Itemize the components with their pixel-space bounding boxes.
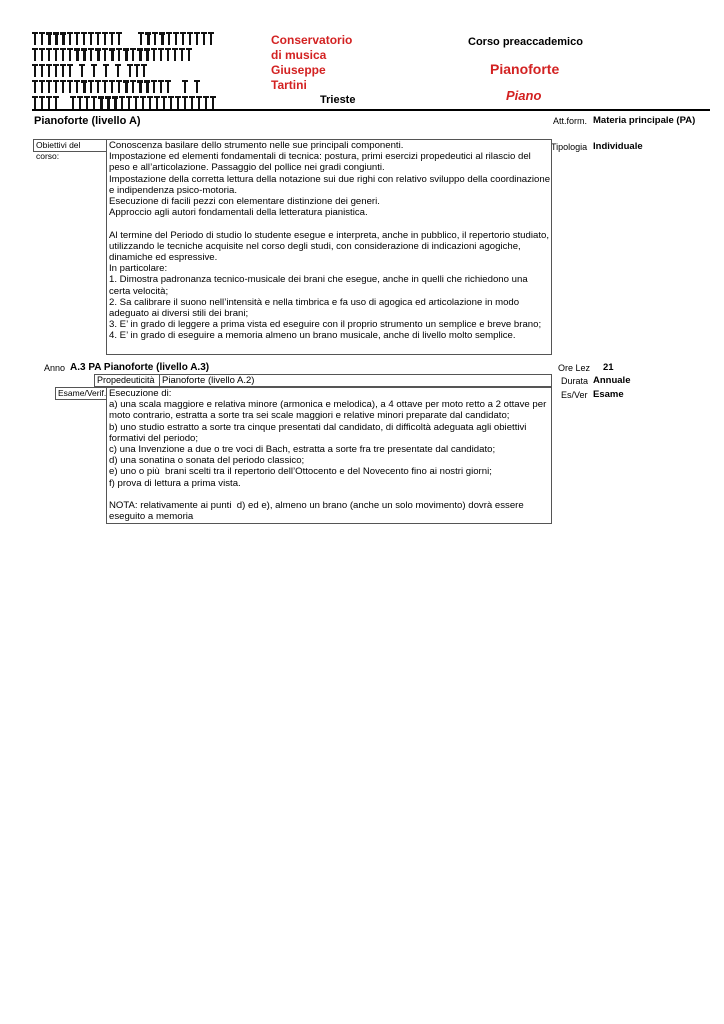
tipologia-label: Tipologia [551, 142, 588, 152]
institution-line: di musica [271, 48, 327, 62]
section-title: Pianoforte (livello A) [34, 115, 141, 127]
ore-lez-value: 21 [603, 362, 614, 373]
att-form-label: Att.form. [553, 116, 588, 126]
esver-label: Es/Ver [561, 390, 588, 400]
esame-label: Esame/Verif. [55, 387, 107, 400]
propedeuticita-value: Pianoforte (livello A.2) [159, 374, 552, 387]
objectives-label: Obiettivi del corso: [33, 139, 107, 152]
esame-text: Esecuzione di: a) una scala maggiore e relativa minore (armonica e melodica), a 4 ottave per moto retto a 2 ottave per moto contrario, estratta a sorte tra sei scale maggiori e relative minori preparate dal candidato; b) uno studio estratto a sorte tra cinque presentati dal candidato, di difficoltà adeguata agli obiettivi formativi del periodo; c) una Invenzione a due o tre voci di Bach, estratta a sorte fra tre presentate dal candidato; d) una sonatina o sonata del periodo classico; e) uno o più brani scelti tra il repertorio dell’Ottocento e del Novecento fino ai nostri giorni; f) prova di lettura a prima vista. NOTA: relativamente ai punti d) ed e), almeno un brano (anche un solo movimento) dovrà essere eseguito a memoria [109, 388, 547, 523]
objectives-text: Conoscenza basilare dello strumento nelle sue principali componenti. Impostazione ed elementi fondamentali di tecnica: postura, primi esercizi propedeutici al rilascio del peso e all’articolazione. Passaggio del pollice nei gradi congiunti. Impostazione della corretta lettura della notazione sui due righi con relativo sviluppo della coordinazione e indipendenza psico-motoria. Esecuzione di facili pezzi con elementare distinzione dei generi. Approccio agli autori fondamentali della letteratura pianistica. Al termine del Periodo di studio lo studente esegue e interpreta, anche in pubblico, il repertorio studiato, utilizzando le tecniche acquisite nel corso degli studi, con considerazione di indicazioni agogiche, dinamiche ed espressive. In particolare: 1. Dimostra padronanza tecnico-musicale dei brani che esegue, anche in quelli che richiedono una certa velocità; 2. Sa calibrare il suono nell’intensità e nella timbrica e fa uso di agogica ed articolazione in modo adeguato ai diversi stili dei brani; 3. E’ in grado di leggere a prima vista ed eseguire con il proprio strumento un semplice e breve brano; 4. E’ in grado di eseguire a memoria almeno un brano musicale, anche di livello molto semplice. [109, 140, 551, 342]
institution-line: Conservatorio [271, 33, 353, 47]
course-type: Corso preaccademico [468, 36, 583, 48]
institution-name [271, 33, 352, 93]
anno-label: Anno [44, 363, 66, 373]
anno-value: A.3 PA Pianoforte (livello A.3) [70, 362, 210, 373]
institution-city: Trieste [320, 94, 356, 106]
ore-lez-label: Ore Lez [558, 363, 591, 373]
institution-line: Giuseppe [271, 63, 326, 77]
esame-box [106, 387, 552, 524]
conservatorio-logo-pattern [32, 32, 232, 110]
instrument-subtitle: Piano [506, 88, 542, 103]
esver-value: Esame [593, 389, 624, 400]
tipologia-value: Individuale [593, 141, 643, 152]
durata-value: Annuale [593, 375, 631, 386]
instrument-title: Pianoforte [490, 61, 560, 77]
header-divider [32, 109, 710, 111]
att-form-value: Materia principale (PA) [593, 115, 696, 126]
durata-label: Durata [561, 376, 589, 386]
objectives-box [106, 139, 552, 355]
institution-line: Tartini [271, 78, 307, 92]
propedeuticita-label: Propedeuticità [94, 374, 160, 387]
